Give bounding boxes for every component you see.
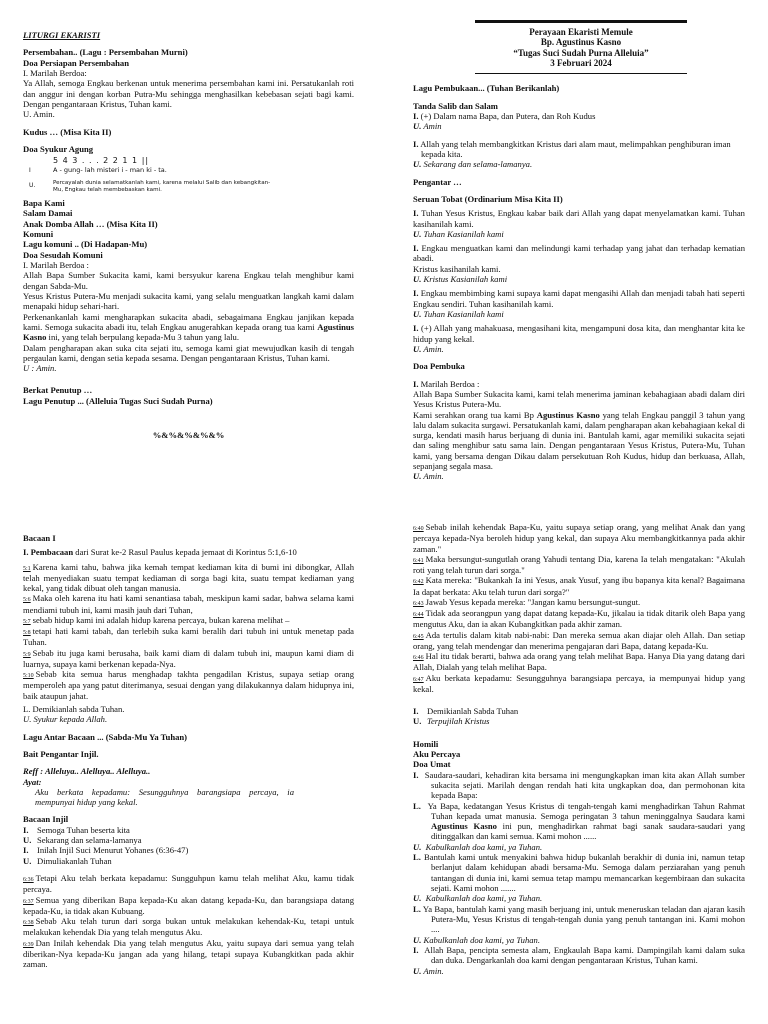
speaker-label: U. — [413, 716, 422, 727]
verse — [23, 873, 354, 895]
verse — [23, 895, 354, 917]
verse-number: 6:47 — [413, 676, 424, 683]
verse-text: Tetapi Aku telah berkata kepadamu: Sungguhpun kamu telah melihat Aku, kamu tidak percaya. — [23, 873, 354, 895]
seruan-2-response: U. Kristus Kasianilah kami — [413, 274, 508, 285]
verse-number: 5:9 — [23, 651, 31, 658]
verse — [23, 648, 354, 670]
tanda-salib-heading: Tanda Salib dan Salam — [413, 100, 498, 111]
speaker-label: U. — [23, 835, 32, 846]
name-highlight: Agustinus Kasno — [23, 321, 355, 343]
verse-text: tetapi hati kami tabah, dan terlebih suka kami beralih dari tubuh ini untuk menetap pada Tuhan. — [23, 626, 354, 648]
verse — [23, 593, 354, 615]
amin-response-2: U : Amin. — [23, 363, 57, 374]
seruan-4-response: U. Amin. — [413, 343, 444, 354]
verse-number: 5:1 — [23, 565, 31, 572]
notation-label-u: U. — [29, 182, 36, 190]
seruan-2: I. Engkau menguatkan kami dan melindungi kami terhadap yang jahat dan terhadap kematian abadi. — [413, 243, 746, 264]
injil-lanjutan-section — [413, 522, 745, 976]
bacaan-injil-heading: Bacaan Injil — [23, 814, 69, 825]
doa-sesudah-p3: Perkenankanlah kami mengharapkan sukacita abadi, sebagaimana Engkau janjikan kepada kami. Semoga sukacita abadi itu, telah Engkau anugerahkan kepada orang tua kami Agustinus Kasno ini, yang telah berpulang kepada-Mu 3 tahun yang lalu. — [23, 311, 355, 343]
syukur-response: U. Syukur kepada Allah. — [23, 714, 108, 725]
doa-syukur-heading: Doa Syukur Agung — [23, 143, 94, 154]
verse — [413, 554, 745, 576]
doa-umat-2-response: U. Kabulkanlah doa kami, ya Tuhan. — [413, 841, 543, 852]
seruan-tobat-heading: Seruan Tobat (Ordinarium Misa Kita II) — [413, 193, 563, 204]
verse-number: 6:38 — [23, 920, 34, 926]
verse-text: Sebab inilah kehendak Bapa-Ku, yaitu supaya setiap orang, yang melihat Anak dan yang percaya kepada-Nya beroleh hidup yang kekal, dan supaya Aku membangkitkannya pada akhir zaman." — [413, 522, 745, 554]
berkat-penutup-heading: Berkat Penutup … — [23, 385, 93, 396]
seruan-2b: Kristus kasihanilah kami. — [413, 263, 501, 274]
verse-text: sebab hidup kami ini adalah hidup karena percaya, bukan karena melihat – — [32, 614, 290, 625]
lagu-pembukaan-heading: Lagu Pembukaan... (Tuhan Berikanlah) — [413, 83, 560, 94]
doa-umat-3: L. Bantulah kami untuk menyakini bahwa hidup bukanlah berakhir di dunia ini, namun tetap berlanjut dalam kehidupan abadi bersama-Mu. Semoga dalam perziarahan yang penuh tantangan di dunia ini, kami semua tetap mampu memancarkan kegembiraan dan sukacita sejati. Kami mohon ....... — [413, 852, 745, 893]
verse-text: Semua yang diberikan Bapa kepada-Ku akan datang kepada-Ku, dan barangsiapa datang kepada-Ku, ia tidak akan Kubuang. — [23, 894, 354, 916]
amin-response: U. Amin. — [23, 109, 55, 120]
verse-number: 6:36 — [23, 877, 34, 883]
verse — [23, 938, 354, 970]
ayat-label: Ayat: — [23, 776, 42, 787]
pengantar-heading: Pengantar … — [413, 176, 462, 187]
doa-sesudah-komuni-heading: Doa Sesudah Komuni — [23, 249, 103, 260]
notation-lyric: A - gung- lah misteri i - man ki - ta. — [53, 166, 167, 175]
injil-dialog — [23, 825, 354, 866]
verse — [413, 608, 745, 630]
verse-number: 6:40 — [413, 526, 424, 532]
doa-umat-5: I. Allah Bapa, pencipta semesta alam, Engkaulah Bapa kami. Dampingilah kami dalam suka dan duka. Dengarkanlah doa kami dengan pengantaraan Kristus, Tuhan kami. — [413, 944, 745, 966]
dialog-text: Terpujilah Kristus — [427, 716, 490, 727]
speaker-label: U. — [23, 855, 32, 866]
verse-number: 6:46 — [413, 655, 424, 661]
homili-heading: Homili — [413, 738, 439, 749]
verse-number: 5:6 — [23, 597, 31, 604]
title-box — [475, 20, 687, 71]
verse-number: 5:10 — [23, 673, 34, 680]
doa-persiapan-heading: Doa Persiapan Persembahan — [23, 57, 129, 68]
verse-text: Ada tertulis dalam kitab nabi-nabi: Dan mereka semua akan diajar oleh Allah. Dan setiap orang, yang telah mendengar dan menerima pengajaran dari Bapa, datang kepada-Ku. — [413, 629, 745, 651]
verse-text: Maka oleh karena itu hati kami senantiasa tabah, meskipun kami sadar, bahwa selama kami mendiami tubuh ini, kami masih jauh dari Tuhan, — [23, 593, 354, 615]
dialog-row — [413, 716, 745, 726]
lagu-penutup-heading: Lagu Penutup ... (Alleluia Tugas Suci Sudah Purna) — [23, 395, 213, 406]
verse — [23, 562, 354, 594]
verse-number: 5:8 — [23, 630, 31, 637]
doa-umat-2: L. Ya Bapa, kedatangan Yesus Kristus di tengah-tengah kami menghadirkan Tahun Rahmat Tuhan kepada umat manusia. Semoga peringatan 3 tahun meninggalnya Saudara kami Agustinus Kasno ini pun, menghadirkan rahmat bagi sanak saudara-saudari yang ditinggalkan dan kami semua. Kami mohon ...... — [413, 800, 745, 842]
verse-text: Maka bersungut-sungutlah orang Yahudi tentang Dia, karena Ia telah mengatakan: "Akulah roti yang telah turun dari sorga." — [413, 553, 745, 575]
doa-pembuka-response: U. Amin. — [413, 471, 444, 482]
doa-umat-4-response: U. Kabulkanlah doa kami, ya Tuhan. — [413, 934, 541, 945]
bait-pengantar-heading: Bait Pengantar Injil. — [23, 748, 99, 759]
reff-line: Reff : Alleluya.. Alelluya.. Alelluya.. — [23, 766, 151, 777]
dialog-text: Semoga Tuhan beserta kita — [37, 824, 130, 835]
dialog-row — [413, 706, 745, 716]
seruan-3-response: U. Tuhan Kasianilah kami — [413, 309, 504, 319]
injil-penutup — [413, 706, 745, 727]
speaker-label: I. — [23, 824, 29, 835]
verse — [413, 597, 745, 608]
salam-response: U. Sekarang dan selama-lamanya. — [413, 159, 533, 170]
header-line-3: “Tugas Suci Sudah Purna Alleluia” — [513, 47, 649, 58]
doa-umat-4: L. Ya Bapa, bantulah kami yang masih berjuang ini, untuk meneruskan teladan dan ajaran kasih Putera-Mu, Yesus Kristus di tengah-tengah dunia yang penuh tantangan ini. Kami mohon .... — [413, 903, 745, 935]
dialog-text: Sekarang dan selama-lamanya — [37, 835, 142, 846]
verse-number: 5:7 — [23, 618, 31, 625]
verse — [23, 615, 354, 626]
verse — [413, 673, 745, 695]
marilah-berdoa: I. Marilah Berdoa: — [23, 67, 87, 78]
injil-verses-right — [413, 522, 745, 694]
speaker-label: I. — [413, 706, 419, 716]
dialog-text: Demikianlah Sabda Tuhan — [427, 706, 519, 716]
verse — [413, 630, 745, 652]
bacaan-1-verses — [23, 562, 354, 701]
doa-sesudah-p1: Allah Bapa Sumber Sukacita kami, kami bersyukur karena Engkau telah menghibur kami dengan Sabda-Mu. — [23, 270, 354, 291]
seruan-3: I. Engkau membimbing kami supaya kami dapat mengasihi Allah dan menjadi tabah hati seperti Engkau sendiri. Tuhan kasihanilah kami. — [413, 288, 745, 309]
seruan-4: I. (+) Allah yang mahakuasa, mengasihani kita, mengampuni dosa kita, dan menghantar kita ke hidup yang kekal. — [413, 323, 745, 344]
doa-umat-heading: Doa Umat — [413, 759, 451, 770]
seruan-1: I. Tuhan Yesus Kristus, Engkau kabar baik dari Allah yang dapat menyelamatkan kami. Tuhan kasihanilah kami. — [413, 208, 745, 229]
anak-domba-heading: Anak Domba Allah … (Misa Kita II) — [23, 218, 158, 229]
verse-number: 6:41 — [413, 557, 424, 564]
verse — [413, 522, 745, 554]
liturgi-title: LITURGI EKARISTI — [23, 30, 101, 40]
lagu-komuni-heading: Lagu komuni .. (Di Hadapan-Mu) — [23, 239, 148, 250]
verse-text: Jawab Yesus kepada mereka: "Jangan kamu bersungut-sungut. — [425, 596, 641, 607]
doa-pembuka-heading: Doa Pembuka — [413, 361, 465, 372]
header-line-4: 3 Februari 2024 — [550, 58, 612, 69]
dialog-row — [23, 845, 354, 855]
verse-text: Hal itu tidak berarti, bahwa ada orang yang telah melihat Bapa. Hanya Dia yang datang dari Allah, Dialah yang telah melihat Bapa. — [413, 651, 745, 673]
verse-number: 6:45 — [413, 633, 424, 640]
bacaan-1-heading: Bacaan I — [23, 533, 56, 543]
notation-response: Percayalah dunia selamatkanlah kami, karena melalui Salib dan kebangkitan-Mu, Engkau telah membebaskan kami. — [53, 180, 271, 193]
bapa-kami-heading: Bapa Kami — [23, 198, 65, 209]
doa-sesudah-p2: Yesus Kristus Putera-Mu menjadi sukacita kami, yang selalu menguatkan langkah kami dalam menapaki hidup sehari-hari. — [23, 290, 354, 312]
aku-percaya-heading: Aku Percaya — [413, 748, 461, 759]
injil-verses-left — [23, 873, 354, 969]
doa-umat-3-response: U. Kabulkanlah doa kami, ya Tuhan. — [413, 893, 543, 904]
dialog-row — [23, 856, 354, 866]
doa-umat-5-response: U. Amin. — [413, 965, 444, 976]
dialog-row — [23, 825, 354, 835]
doa-umat-1: I. Saudara-saudari, kehadiran kita bersama ini mengungkapkan iman kita akan Allah sumber sukacita sejati. Marilah dengan rendah hati kita ungkapkan doa, dan permohonan kita kepada Bapa: — [413, 769, 746, 801]
ayat-text: Aku berkata kepadamu: Sesungguhnya barangsiapa percaya, ia mempunyai hidup yang kekal. — [35, 786, 294, 808]
komuni-heading: Komuni — [23, 229, 54, 240]
music-notation — [23, 154, 354, 198]
dialog-text: Dimuliakanlah Tuhan — [37, 855, 112, 866]
speaker-label: I. — [23, 845, 29, 856]
verse-text: Sebab Aku telah turun dari sorga bukan untuk melakukan kehendak-Ku, tetapi untuk melakukan kehendak Dia yang telah mengutus Aku. — [23, 916, 354, 938]
verse-text: Karena kami tahu, bahwa jika kemah tempat kediaman kita di bumi ini dibongkar, Allah telah menyediakan suatu tempat kediaman di sorga bagi kita, suatu tempat kediaman yang kekal, yang tidak dibuat oleh tangan manusia. — [23, 561, 354, 594]
decorative-divider: %&%&%&%&% — [152, 430, 225, 441]
verse-text: Dan Inilah kehendak Dia yang telah mengutus Aku, yaitu supaya dari semua yang telah diberikan-Nya kepada-Ku jangan ada yang hilang, tetapi supaya Kubangkitkan pada akhir zaman. — [23, 937, 354, 969]
verse-number: 6:43 — [413, 600, 424, 607]
lagu-antar-heading: Lagu Antar Bacaan ... (Sabda-Mu Ya Tuhan) — [23, 731, 188, 742]
pembacaan-line: I. Pembacaan dari Surat ke-2 Rasul Paulus kepada jemaat di Korintus 5:1,6-10 — [23, 547, 297, 558]
verse-text: Kata mereka: "Bukankah Ia ini Yesus, anak Yusuf, yang ibu bapanya kita kenal? Bagaimana Ia dapat berkata: Aku telah turun dari sorga?" — [413, 575, 745, 597]
verse — [413, 651, 745, 673]
salam-damai-heading: Salam Damai — [23, 208, 73, 219]
persembahan-heading: Persembahan.. (Lagu : Persembahan Murni) — [23, 47, 188, 58]
verse-number: 6:44 — [413, 612, 424, 618]
verse-number: 6:39 — [23, 941, 34, 948]
marilah-berdoa-2: I. Marilah Berdoa : — [23, 260, 89, 270]
tanda-salib-response: U. Amin — [413, 121, 442, 132]
doa-pembuka-p1: Allah Bapa Sumber Sukacita kami, kami telah menerima jaminan kebahagiaan abadi dalam diri Yesus Kristus Putera-Mu. — [413, 388, 745, 410]
demikian-line: L. Demikianlah sabda Tuhan. — [23, 703, 125, 714]
verse-text: Tidak ada seorangpun yang dapat datang kepada-Ku, jikalau ia tidak ditarik oleh Bapa yang mengutus Aku, dan ia akan Kubangkitkan pada akhir zaman. — [413, 608, 745, 630]
header-line-2: Bp. Agustinus Kasno — [540, 37, 622, 48]
verse — [23, 916, 354, 938]
verse-text: Aku berkata kepadamu: Sesungguhnya barangsiapa percaya, ia mempunyai hidup yang kekal. — [413, 672, 745, 694]
name-highlight: Agustinus Kasno — [431, 821, 497, 832]
verse-number: 6:42 — [413, 579, 424, 586]
liturgi-ekaristi-section — [23, 30, 354, 440]
notation-label-i: I — [29, 167, 31, 175]
header-line-1: Perayaan Ekaristi Memule — [529, 27, 633, 37]
verse-number: 6:37 — [23, 898, 34, 905]
salam-line: I. Allah yang telah membangkitkan Kristus dari alam maut, melimpahkan penghiburan iman kepada kita. — [413, 138, 731, 159]
notation-numbers: 5 4 3 . . . 2 2 1 1 || — [53, 156, 150, 166]
doa-persiapan-text: Ya Allah, semoga Engkau berkenan untuk menerima persembahan kami ini. Persatukanlah roti dan anggur ini dengan korban Putra-Mu sehingga menghasilkan kebebasan sejati bagi kami. Dengan pengantaraan Kristus, Tuhan kami. — [23, 78, 354, 109]
verse-text: Sebab kita semua harus menghadap takhta pengadilan Kristus, supaya setiap orang memperoleh apa yang patut diterimanya, sesuai dengan yang dilakukannya dalam hidupnya ini, baik ataupun jahat. — [23, 669, 354, 701]
seruan-1-response: U. Tuhan Kasianilah kami — [413, 228, 504, 239]
dialog-row — [23, 835, 354, 845]
verse — [413, 575, 745, 597]
verse — [23, 626, 354, 648]
tanda-salib-line: I. (+) Dalam nama Bapa, dan Putera, dan Roh Kudus — [413, 111, 596, 121]
doa-pembuka-p2: Kami serahkan orang tua kami Bp Agustinus Kasno yang telah Engkau panggil 3 tahun yang lalu dalam sukacita surgawi. Persatukanlah kami, dalam pengharapan akan kebahagiaan kekal di surga, kendati masih harus berjuang di dunia ini. Bantulah kami, agar memiliki sukacita sejati dan saling menghibur satu sama lain. Dengan pengantaraan Yesus Kristus, Putera-Mu, Tuhan kami, yang bersama dengan Dikau dalam persekutuan Roh Kudus, hidup dan berkuasa, Allah, sepanjang segala masa. — [413, 409, 745, 472]
doa-sesudah-p4: Dalam pengharapan akan suka cita sejati itu, semoga kami giat mewujudkan kasih di tengah pergaulan kami, dengan setia kepada sesama. Dengan pengantaraan Kristus, Tuhan kami. — [23, 342, 354, 363]
name-highlight: Agustinus Kasno — [536, 409, 600, 420]
verse — [23, 669, 354, 701]
doa-pembuka-marilah: I. Marilah Berdoa : — [413, 378, 480, 389]
ritus-pembuka-section — [413, 20, 745, 482]
kudus-heading: Kudus … (Misa Kita II) — [23, 126, 112, 137]
liturgi-sabda-section — [23, 533, 354, 969]
verse-text: Sebab itu juga kami berusaha, baik kami diam di dalam tubuh ini, maupun kami diam di luarnya, supaya kami berkenan kepada-Nya. — [23, 647, 354, 669]
dialog-text: Inilah Injil Suci Menurut Yohanes (6:36-47) — [37, 845, 189, 856]
